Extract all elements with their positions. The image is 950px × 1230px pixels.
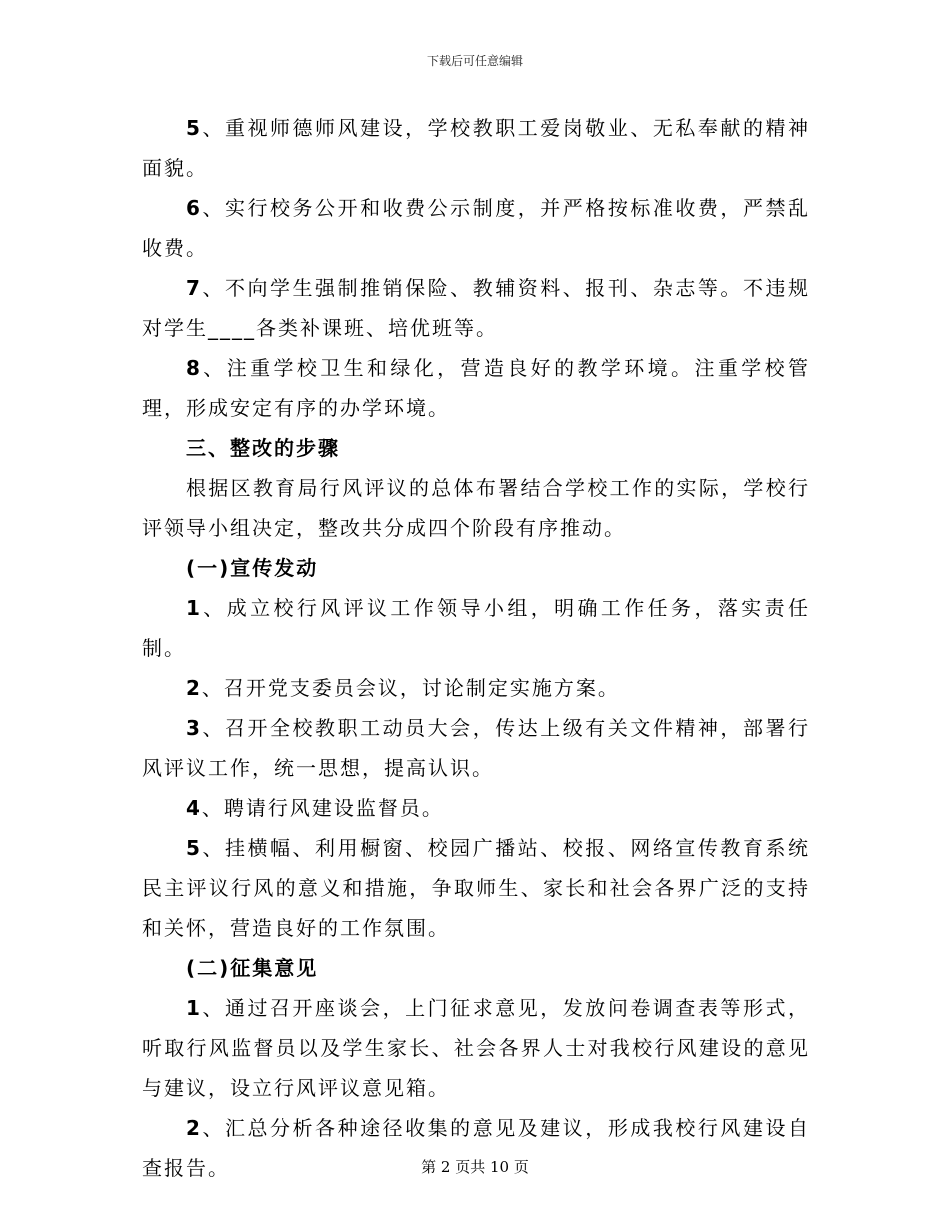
paragraph-text: 、召开党支委员会议，讨论制定实施方案。 [201,676,620,700]
paragraph [142,988,810,1108]
section-heading: 三、整改的步骤 [186,436,340,460]
item-number: 2 [186,676,202,700]
subsection-heading: (一)宣传发动 [186,556,319,580]
item-number: 1 [186,996,202,1020]
paragraph-text: 、聘请行风建设监督员。 [201,796,444,820]
paragraph [142,348,810,428]
item-number: 7 [186,276,202,300]
item-number: 2 [186,1116,202,1140]
paragraph [142,108,810,188]
item-number: 1 [186,596,202,620]
paragraph-text: 、汇总分析各种途径收集的意见及建议，形成我校行风建设自查报告。 [142,1116,810,1180]
page-header: 下载后可任意编辑 [426,54,523,68]
paragraph [142,468,810,548]
paragraph-text: 、挂横幅、利用橱窗、校园广播站、校报、网络宣传教育系统民主评议行风的意义和措施，争取师生、家长和社会各界广泛的支持和关怀，营造良好的工作氛围。 [142,836,810,940]
paragraph [142,788,810,828]
item-number: 5 [186,116,202,140]
item-number: 6 [186,196,202,220]
paragraph [142,708,810,788]
paragraph-text: 、不向学生强制推销保险、教辅资料、报刊、杂志等。不违规对学生____各类补课班、培优班等。 [142,276,810,340]
paragraph [142,268,810,348]
paragraph-text: 、重视师德师风建设，学校教职工爱岗敬业、无私奉献的精神面貌。 [142,116,810,180]
paragraph-text: 、注重学校卫生和绿化，营造良好的教学环境。注重学校管理，形成安定有序的办学环境。 [142,356,810,420]
paragraph [142,668,810,708]
item-number: 8 [186,356,202,380]
paragraph [142,188,810,268]
document-body [142,108,810,1188]
item-number: 4 [186,796,202,820]
page-footer: 第 2 页共 10 页 [421,1158,529,1176]
paragraph-text: 根据区教育局行风评议的总体布署结合学校工作的实际，学校行评领导小组决定，整改共分成四个阶段有序推动。 [142,476,810,540]
paragraph-text: 、成立校行风评议工作领导小组，明确工作任务，落实责任制。 [142,596,810,660]
subsection-heading: (二)征集意见 [186,956,319,980]
paragraph-text: 、实行校务公开和收费公示制度，并严格按标准收费，严禁乱收费。 [142,196,810,260]
paragraph-text: 、通过召开座谈会，上门征求意见，发放问卷调查表等形式，听取行风监督员以及学生家长、社会各界人士对我校行风建设的意见与建议，设立行风评议意见箱。 [142,996,810,1100]
item-number: 5 [186,836,202,860]
paragraph-text: 、召开全校教职工动员大会，传达上级有关文件精神，部署行风评议工作，统一思想，提高认识。 [142,716,810,780]
paragraph [142,588,810,668]
paragraph [142,828,810,948]
item-number: 3 [186,716,202,740]
